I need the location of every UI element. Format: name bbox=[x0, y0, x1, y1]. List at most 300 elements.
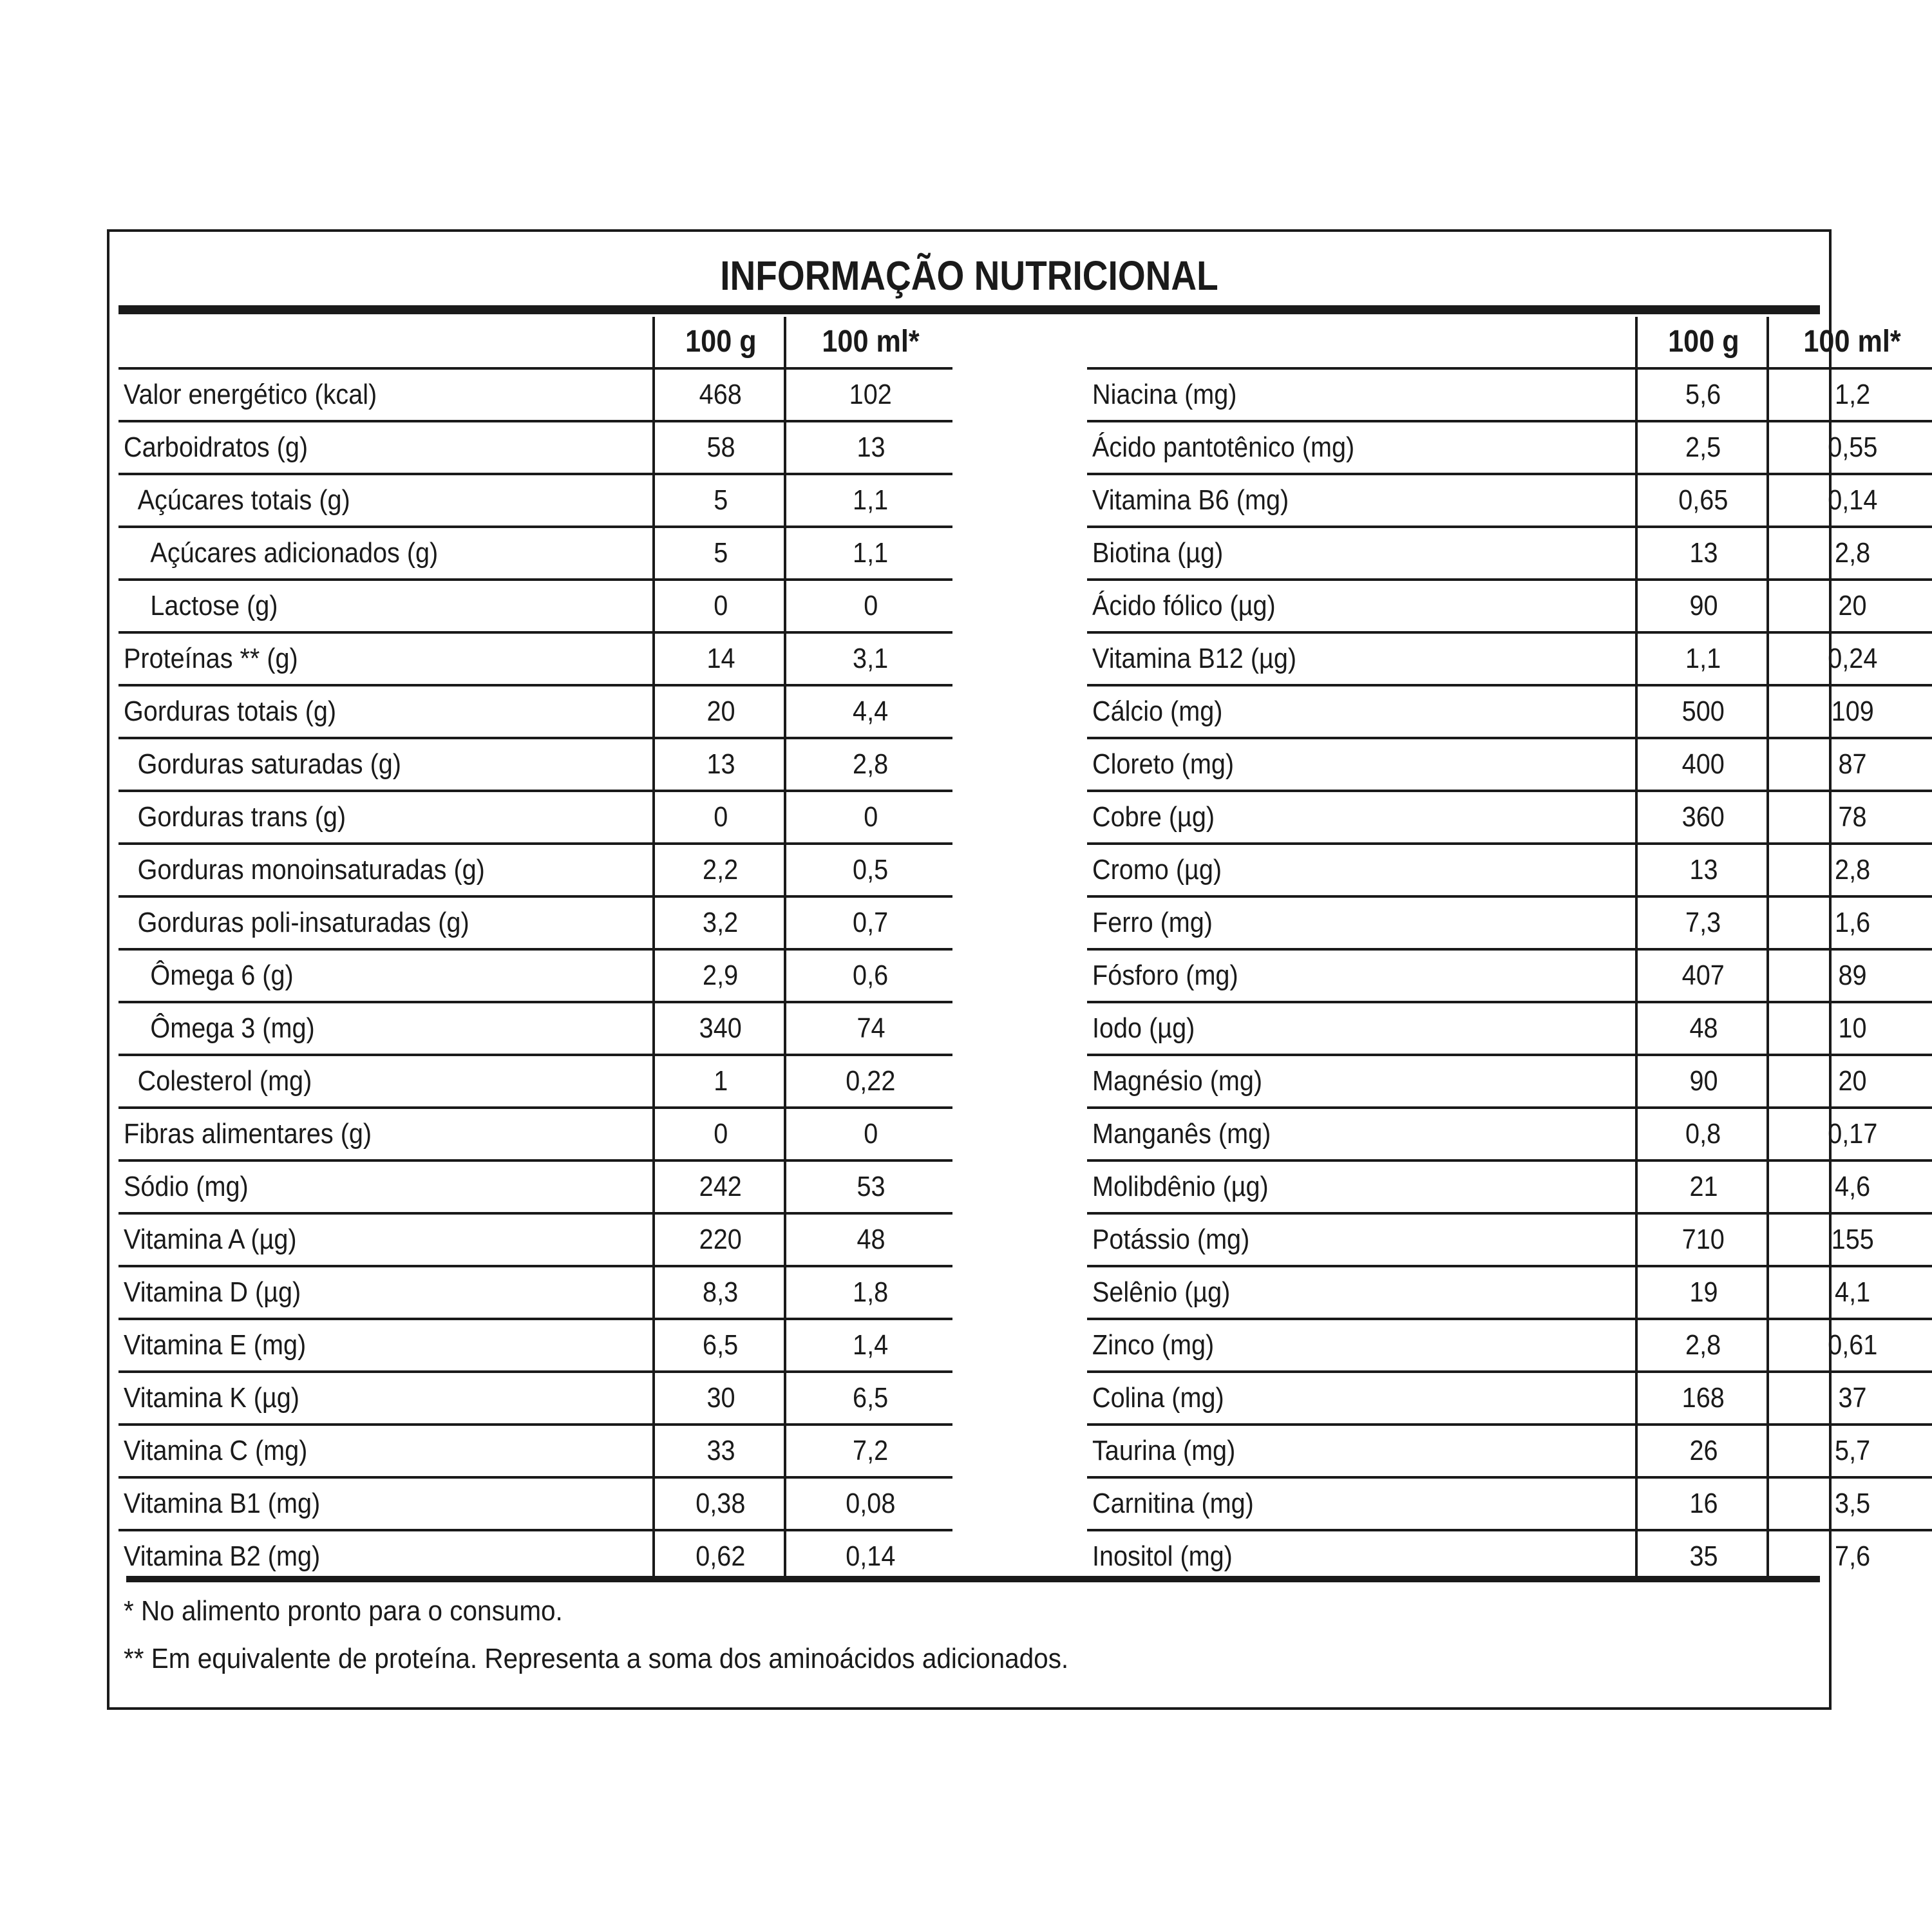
table-header-row bbox=[118, 317, 952, 370]
table-row bbox=[118, 739, 952, 792]
value-per-100g-text: 13 bbox=[1689, 537, 1718, 569]
value-per-100ml-text: 0,55 bbox=[1827, 431, 1878, 463]
nutrient-name bbox=[124, 422, 328, 473]
nutrient-name bbox=[1092, 475, 1311, 526]
table-row bbox=[118, 634, 952, 687]
nutrient-name bbox=[124, 581, 295, 631]
value-per-100g-text: 360 bbox=[1681, 801, 1725, 833]
nutrient-name bbox=[124, 951, 312, 1001]
table-row bbox=[118, 1320, 952, 1373]
column-header-100ml bbox=[1766, 317, 1932, 367]
value-per-100ml bbox=[1766, 1215, 1932, 1265]
nutrient-name-text: Taurina (mg) bbox=[1092, 1435, 1236, 1466]
value-per-100g bbox=[1635, 634, 1769, 684]
value-per-100g-text: 5,6 bbox=[1685, 379, 1721, 410]
value-per-100ml-text: 1,8 bbox=[853, 1276, 889, 1308]
nutrient-name bbox=[124, 370, 405, 420]
nutrient-name bbox=[1092, 422, 1383, 473]
value-per-100g bbox=[652, 898, 786, 948]
value-per-100g bbox=[652, 687, 786, 737]
table-row bbox=[118, 1003, 952, 1056]
nutrient-name-text: Carnitina (mg) bbox=[1092, 1488, 1254, 1519]
value-per-100ml-text: 0,5 bbox=[853, 854, 889, 886]
value-per-100ml bbox=[1766, 1373, 1932, 1423]
value-per-100g bbox=[1635, 1162, 1769, 1212]
value-per-100g bbox=[1635, 845, 1769, 895]
value-per-100g bbox=[1635, 475, 1769, 526]
value-per-100ml-text: 0,14 bbox=[846, 1540, 896, 1572]
value-per-100ml bbox=[1766, 1162, 1932, 1212]
table-row bbox=[118, 951, 952, 1003]
nutrient-name bbox=[124, 1267, 321, 1318]
value-per-100ml bbox=[784, 951, 955, 1001]
value-per-100ml bbox=[784, 475, 955, 526]
value-per-100ml bbox=[784, 1215, 955, 1265]
table-row bbox=[1087, 1109, 1932, 1162]
value-per-100ml bbox=[784, 1479, 955, 1529]
nutrient-name-text: Cloreto (mg) bbox=[1092, 748, 1235, 780]
nutrient-name-text: Proteínas ** (g) bbox=[124, 643, 298, 674]
nutrient-name bbox=[124, 1426, 328, 1476]
value-per-100g-text: 35 bbox=[1689, 1540, 1718, 1572]
value-per-100ml-text: 87 bbox=[1838, 748, 1867, 780]
value-per-100ml-text: 0 bbox=[863, 590, 878, 621]
table-row bbox=[118, 845, 952, 898]
table-row bbox=[1087, 845, 1932, 898]
value-per-100g bbox=[652, 739, 786, 790]
left-nutrient-table bbox=[118, 317, 952, 1582]
value-per-100ml-text: 3,1 bbox=[853, 643, 889, 674]
nutrient-name bbox=[124, 1056, 333, 1106]
table-row bbox=[1087, 1267, 1932, 1320]
value-per-100g bbox=[652, 1373, 786, 1423]
table-row bbox=[1087, 1373, 1932, 1426]
value-per-100g bbox=[652, 634, 786, 684]
value-per-100ml-text: 74 bbox=[856, 1012, 886, 1044]
nutrient-name bbox=[124, 792, 370, 842]
nutrient-name-text: Vitamina A (µg) bbox=[124, 1224, 297, 1255]
value-per-100ml bbox=[784, 1267, 955, 1318]
value-per-100ml bbox=[1766, 1320, 1932, 1370]
value-per-100ml-text: 0,14 bbox=[1827, 484, 1878, 516]
table-row bbox=[118, 1426, 952, 1479]
value-per-100ml-text: 53 bbox=[856, 1171, 886, 1202]
table-row bbox=[1087, 422, 1932, 475]
table-row bbox=[118, 792, 952, 845]
value-per-100g-text: 0,8 bbox=[1685, 1118, 1721, 1150]
value-per-100ml bbox=[784, 1373, 955, 1423]
value-per-100g-text: 8,3 bbox=[703, 1276, 739, 1308]
nutrient-name-text: Carboidratos (g) bbox=[124, 431, 308, 463]
value-per-100g-text: 16 bbox=[1689, 1488, 1718, 1519]
nutrient-name-text: Vitamina B6 (mg) bbox=[1092, 484, 1289, 516]
nutrient-name bbox=[124, 1109, 399, 1159]
table-row bbox=[1087, 739, 1932, 792]
nutrient-name-text: Lactose (g) bbox=[150, 590, 278, 621]
value-per-100ml bbox=[1766, 1003, 1932, 1054]
value-per-100g-text: 6,5 bbox=[703, 1329, 739, 1361]
nutrient-name bbox=[1092, 528, 1238, 578]
nutrient-name bbox=[1092, 1320, 1227, 1370]
value-per-100g bbox=[1635, 1531, 1769, 1582]
table-row bbox=[118, 475, 952, 528]
table-row bbox=[118, 1479, 952, 1531]
value-per-100g bbox=[1635, 739, 1769, 790]
value-per-100g-text: 500 bbox=[1681, 696, 1725, 727]
table-row bbox=[1087, 898, 1932, 951]
value-per-100ml bbox=[784, 1056, 955, 1106]
table-row bbox=[118, 370, 952, 422]
nutrient-name-text: Vitamina B12 (µg) bbox=[1092, 643, 1297, 674]
value-per-100g bbox=[1635, 370, 1769, 420]
value-per-100ml bbox=[784, 1320, 955, 1370]
value-per-100ml bbox=[784, 634, 955, 684]
value-per-100ml bbox=[1766, 422, 1932, 473]
value-per-100g bbox=[652, 581, 786, 631]
nutrient-name-text: Selênio (µg) bbox=[1092, 1276, 1231, 1308]
value-per-100g-text: 0 bbox=[713, 801, 728, 833]
table-row bbox=[118, 1109, 952, 1162]
value-per-100ml-text: 4,6 bbox=[1834, 1171, 1871, 1202]
table-row bbox=[1087, 1003, 1932, 1056]
nutrient-name-text: Gorduras saturadas (g) bbox=[137, 748, 401, 780]
value-per-100g-text: 13 bbox=[706, 748, 735, 780]
value-per-100g-text: 58 bbox=[706, 431, 735, 463]
table-row bbox=[1087, 1479, 1932, 1531]
nutrient-name-text: Gorduras totais (g) bbox=[124, 696, 337, 727]
table-row bbox=[1087, 475, 1932, 528]
value-per-100g bbox=[1635, 1320, 1769, 1370]
nutrient-name-text: Colina (mg) bbox=[1092, 1382, 1224, 1414]
nutrient-name-text: Colesterol (mg) bbox=[137, 1065, 312, 1097]
value-per-100g bbox=[652, 1320, 786, 1370]
nutrient-name bbox=[1092, 898, 1226, 948]
value-per-100ml-text: 0,7 bbox=[853, 907, 889, 938]
nutrient-name-text: Manganês (mg) bbox=[1092, 1118, 1271, 1150]
table-row bbox=[118, 1056, 952, 1109]
nutrient-name bbox=[1092, 634, 1319, 684]
nutrient-name-text: Açúcares totais (g) bbox=[137, 484, 350, 516]
nutrient-name bbox=[1092, 1531, 1248, 1582]
nutrient-name bbox=[124, 475, 375, 526]
nutrient-name-text: Vitamina E (mg) bbox=[124, 1329, 307, 1361]
nutrient-name-text: Valor energético (kcal) bbox=[124, 379, 377, 410]
nutrient-name-text: Ferro (mg) bbox=[1092, 907, 1213, 938]
value-per-100g-text: 1,1 bbox=[1685, 643, 1721, 674]
nutrient-name-text: Magnésio (mg) bbox=[1092, 1065, 1263, 1097]
value-per-100ml bbox=[1766, 1531, 1932, 1582]
value-per-100ml-text: 0,22 bbox=[846, 1065, 896, 1097]
nutrient-name bbox=[1092, 1162, 1288, 1212]
value-per-100ml bbox=[784, 792, 955, 842]
value-per-100ml-text: 1,2 bbox=[1834, 379, 1871, 410]
value-per-100g-text: 2,9 bbox=[703, 960, 739, 991]
value-per-100ml-text: 1,1 bbox=[853, 537, 889, 569]
value-per-100ml bbox=[1766, 739, 1932, 790]
column-header-100g bbox=[1635, 317, 1769, 367]
value-per-100ml-text: 1,1 bbox=[853, 484, 889, 516]
nutrient-name-text: Gorduras poli-insaturadas (g) bbox=[137, 907, 469, 938]
table-row bbox=[1087, 792, 1932, 845]
nutrient-name bbox=[124, 1373, 319, 1423]
value-per-100g bbox=[652, 1003, 786, 1054]
nutrient-name bbox=[124, 1162, 262, 1212]
footnote: * No alimento pronto para o consumo. bbox=[124, 1595, 563, 1627]
value-per-100g-text: 20 bbox=[706, 696, 735, 727]
value-per-100g bbox=[652, 1056, 786, 1106]
value-per-100g bbox=[1635, 1426, 1769, 1476]
value-per-100g bbox=[1635, 1373, 1769, 1423]
value-per-100g-text: 2,2 bbox=[703, 854, 739, 886]
value-per-100g-text: 14 bbox=[706, 643, 735, 674]
value-per-100ml-text: 5,7 bbox=[1834, 1435, 1871, 1466]
value-per-100ml-text: 1,4 bbox=[853, 1329, 889, 1361]
value-per-100g-text: 7,3 bbox=[1685, 907, 1721, 938]
nutrient-name bbox=[1092, 1373, 1238, 1423]
table-row bbox=[118, 1162, 952, 1215]
value-per-100g bbox=[1635, 1267, 1769, 1318]
nutrient-name-text: Ômega 6 (g) bbox=[150, 960, 294, 991]
value-per-100g bbox=[652, 1109, 786, 1159]
value-per-100g-text: 340 bbox=[699, 1012, 743, 1044]
value-per-100ml bbox=[784, 687, 955, 737]
table-row bbox=[1087, 1426, 1932, 1479]
value-per-100g-text: 90 bbox=[1689, 590, 1718, 621]
table-header-row bbox=[1087, 317, 1932, 370]
value-per-100ml-text: 2,8 bbox=[1834, 854, 1871, 886]
value-per-100ml bbox=[784, 370, 955, 420]
footnote: ** Em equivalente de proteína. Representa a soma dos aminoácidos adicionados. bbox=[124, 1643, 1069, 1674]
nutrient-name-text: Vitamina C (mg) bbox=[124, 1435, 308, 1466]
value-per-100ml-text: 1,6 bbox=[1834, 907, 1871, 938]
table-row bbox=[1087, 634, 1932, 687]
nutrient-name bbox=[1092, 1479, 1272, 1529]
value-per-100g-text: 400 bbox=[1681, 748, 1725, 780]
value-per-100ml bbox=[784, 1162, 955, 1212]
value-per-100g-text: 242 bbox=[699, 1171, 743, 1202]
value-per-100g bbox=[652, 845, 786, 895]
column-header-100ml-text: 100 ml* bbox=[1803, 325, 1902, 359]
value-per-100g-text: 33 bbox=[706, 1435, 735, 1466]
value-per-100ml-text: 3,5 bbox=[1834, 1488, 1871, 1519]
value-per-100ml bbox=[1766, 687, 1932, 737]
value-per-100g bbox=[1635, 1215, 1769, 1265]
value-per-100ml-text: 2,8 bbox=[853, 748, 889, 780]
value-per-100g bbox=[1635, 1056, 1769, 1106]
table-row bbox=[1087, 951, 1932, 1003]
value-per-100g-text: 2,8 bbox=[1685, 1329, 1721, 1361]
value-per-100g-text: 168 bbox=[1681, 1382, 1725, 1414]
nutrient-name-text: Sódio (mg) bbox=[124, 1171, 249, 1202]
value-per-100g-text: 0 bbox=[713, 590, 728, 621]
value-per-100g bbox=[1635, 687, 1769, 737]
column-header-100g bbox=[652, 317, 786, 367]
value-per-100ml bbox=[784, 845, 955, 895]
page-title: INFORMAÇÃO NUTRICIONAL bbox=[720, 252, 1218, 299]
table-row bbox=[118, 581, 952, 634]
value-per-100ml bbox=[1766, 1056, 1932, 1106]
value-per-100ml bbox=[1766, 1479, 1932, 1529]
value-per-100g-text: 13 bbox=[1689, 854, 1718, 886]
nutrition-facts-panel bbox=[107, 229, 1902, 1710]
value-per-100g-text: 5 bbox=[713, 484, 728, 516]
value-per-100ml-text: 7,2 bbox=[853, 1435, 889, 1466]
value-per-100ml bbox=[784, 898, 955, 948]
value-per-100g bbox=[652, 1267, 786, 1318]
table-row bbox=[118, 687, 952, 739]
value-per-100g-text: 26 bbox=[1689, 1435, 1718, 1466]
value-per-100ml-text: 6,5 bbox=[853, 1382, 889, 1414]
nutrient-name-text: Gorduras monoinsaturadas (g) bbox=[137, 854, 485, 886]
nutrient-name-text: Niacina (mg) bbox=[1092, 379, 1237, 410]
value-per-100g bbox=[652, 792, 786, 842]
nutrient-name bbox=[1092, 739, 1250, 790]
value-per-100ml-text: 7,6 bbox=[1834, 1540, 1871, 1572]
value-per-100g-text: 468 bbox=[699, 379, 743, 410]
table-row bbox=[118, 1267, 952, 1320]
nutrient-name-text: Ácido fólico (µg) bbox=[1092, 590, 1276, 621]
value-per-100g-text: 407 bbox=[1681, 960, 1725, 991]
nutrient-name-text: Zinco (mg) bbox=[1092, 1329, 1215, 1361]
value-per-100ml bbox=[1766, 792, 1932, 842]
table-row bbox=[1087, 1056, 1932, 1109]
value-per-100ml-text: 37 bbox=[1838, 1382, 1867, 1414]
table-row bbox=[118, 1373, 952, 1426]
value-per-100g bbox=[1635, 1109, 1769, 1159]
nutrient-name-text: Vitamina K (µg) bbox=[124, 1382, 299, 1414]
nutrient-name-text: Açúcares adicionados (g) bbox=[150, 537, 439, 569]
nutrient-name bbox=[124, 1003, 336, 1054]
value-per-100g-text: 1 bbox=[713, 1065, 728, 1097]
nutrient-name bbox=[1092, 792, 1228, 842]
value-per-100ml-text: 0,61 bbox=[1827, 1329, 1878, 1361]
table-row bbox=[1087, 528, 1932, 581]
nutrient-name bbox=[1092, 1267, 1245, 1318]
value-per-100ml bbox=[1766, 951, 1932, 1001]
nutrient-name bbox=[124, 1479, 342, 1529]
value-per-100ml-text: 155 bbox=[1831, 1224, 1874, 1255]
value-per-100g bbox=[652, 1162, 786, 1212]
value-per-100ml bbox=[784, 581, 955, 631]
value-per-100g bbox=[1635, 1479, 1769, 1529]
value-per-100ml-text: 20 bbox=[1838, 590, 1867, 621]
value-per-100g bbox=[1635, 581, 1769, 631]
nutrient-name bbox=[1092, 951, 1255, 1001]
value-per-100g bbox=[1635, 528, 1769, 578]
nutrient-name-text: Potássio (mg) bbox=[1092, 1224, 1250, 1255]
value-per-100ml-text: 4,1 bbox=[1834, 1276, 1871, 1308]
value-per-100ml-text: 0,6 bbox=[853, 960, 889, 991]
value-per-100ml bbox=[1766, 634, 1932, 684]
value-per-100g-text: 0,38 bbox=[696, 1488, 746, 1519]
table-row bbox=[118, 422, 952, 475]
right-nutrient-table bbox=[1087, 317, 1932, 1582]
value-per-100ml-text: 109 bbox=[1831, 696, 1874, 727]
value-per-100ml bbox=[1766, 475, 1932, 526]
value-per-100ml-text: 0,08 bbox=[846, 1488, 896, 1519]
nutrient-name bbox=[1092, 1109, 1291, 1159]
table-row bbox=[1087, 1162, 1932, 1215]
value-per-100ml bbox=[784, 1003, 955, 1054]
value-per-100g-text: 5 bbox=[713, 537, 728, 569]
nutrient-name-text: Fósforo (mg) bbox=[1092, 960, 1238, 991]
value-per-100g-text: 19 bbox=[1689, 1276, 1718, 1308]
nutrient-name-text: Vitamina D (µg) bbox=[124, 1276, 301, 1308]
value-per-100g-text: 48 bbox=[1689, 1012, 1718, 1044]
nutrient-name-text: Cálcio (mg) bbox=[1092, 696, 1223, 727]
nutrient-name-text: Ácido pantotênico (mg) bbox=[1092, 431, 1355, 463]
table-row bbox=[118, 1531, 952, 1582]
value-per-100g bbox=[652, 1531, 786, 1582]
value-per-100ml-text: 2,8 bbox=[1834, 537, 1871, 569]
nutrient-name bbox=[124, 1215, 316, 1265]
nutrient-name-text: Cobre (µg) bbox=[1092, 801, 1215, 833]
value-per-100ml-text: 0 bbox=[863, 1118, 878, 1150]
value-per-100g bbox=[652, 1479, 786, 1529]
nutrient-name bbox=[124, 1531, 342, 1582]
nutrient-name bbox=[1092, 1215, 1267, 1265]
nutrient-name bbox=[1092, 1426, 1251, 1476]
value-per-100g-text: 3,2 bbox=[703, 907, 739, 938]
nutrient-name bbox=[1092, 1056, 1281, 1106]
value-per-100ml bbox=[784, 1426, 955, 1476]
value-per-100ml bbox=[784, 422, 955, 473]
value-per-100ml-text: 78 bbox=[1838, 801, 1867, 833]
value-per-100ml bbox=[1766, 1267, 1932, 1318]
nutrient-name bbox=[124, 898, 507, 948]
value-per-100g bbox=[652, 528, 786, 578]
nutrient-name bbox=[124, 1320, 327, 1370]
value-per-100ml-text: 20 bbox=[1838, 1065, 1867, 1097]
nutrient-name-text: Ômega 3 (mg) bbox=[150, 1012, 315, 1044]
value-per-100ml-text: 13 bbox=[856, 431, 886, 463]
table-row bbox=[1087, 1531, 1932, 1582]
nutrient-name-text: Biotina (µg) bbox=[1092, 537, 1224, 569]
value-per-100ml bbox=[1766, 370, 1932, 420]
value-per-100g-text: 0 bbox=[713, 1118, 728, 1150]
value-per-100g bbox=[1635, 792, 1769, 842]
value-per-100ml bbox=[784, 1109, 955, 1159]
value-per-100g bbox=[652, 1426, 786, 1476]
value-per-100ml bbox=[1766, 581, 1932, 631]
column-header-100ml bbox=[784, 317, 955, 367]
value-per-100g bbox=[1635, 951, 1769, 1001]
value-per-100ml bbox=[1766, 1109, 1932, 1159]
value-per-100ml-text: 89 bbox=[1838, 960, 1867, 991]
value-per-100ml bbox=[1766, 528, 1932, 578]
table-row bbox=[118, 528, 952, 581]
nutrient-name-text: Vitamina B2 (mg) bbox=[124, 1540, 321, 1572]
table-row bbox=[118, 898, 952, 951]
nutrient-name-text: Cromo (µg) bbox=[1092, 854, 1222, 886]
nutrient-name-text: Iodo (µg) bbox=[1092, 1012, 1195, 1044]
value-per-100ml-text: 0,24 bbox=[1827, 643, 1878, 674]
column-header-100g-text: 100 g bbox=[685, 325, 757, 359]
nutrient-name-text: Inositol (mg) bbox=[1092, 1540, 1233, 1572]
value-per-100ml bbox=[1766, 898, 1932, 948]
value-per-100ml bbox=[1766, 845, 1932, 895]
value-per-100g-text: 2,5 bbox=[1685, 431, 1721, 463]
title-divider bbox=[118, 305, 1820, 314]
value-per-100g-text: 21 bbox=[1689, 1171, 1718, 1202]
value-per-100g bbox=[652, 370, 786, 420]
value-per-100g bbox=[1635, 422, 1769, 473]
value-per-100g-text: 0,65 bbox=[1678, 484, 1728, 516]
value-per-100ml-text: 10 bbox=[1838, 1012, 1867, 1044]
nutrient-name bbox=[124, 528, 473, 578]
value-per-100g-text: 0,62 bbox=[696, 1540, 746, 1572]
value-per-100ml bbox=[1766, 1426, 1932, 1476]
